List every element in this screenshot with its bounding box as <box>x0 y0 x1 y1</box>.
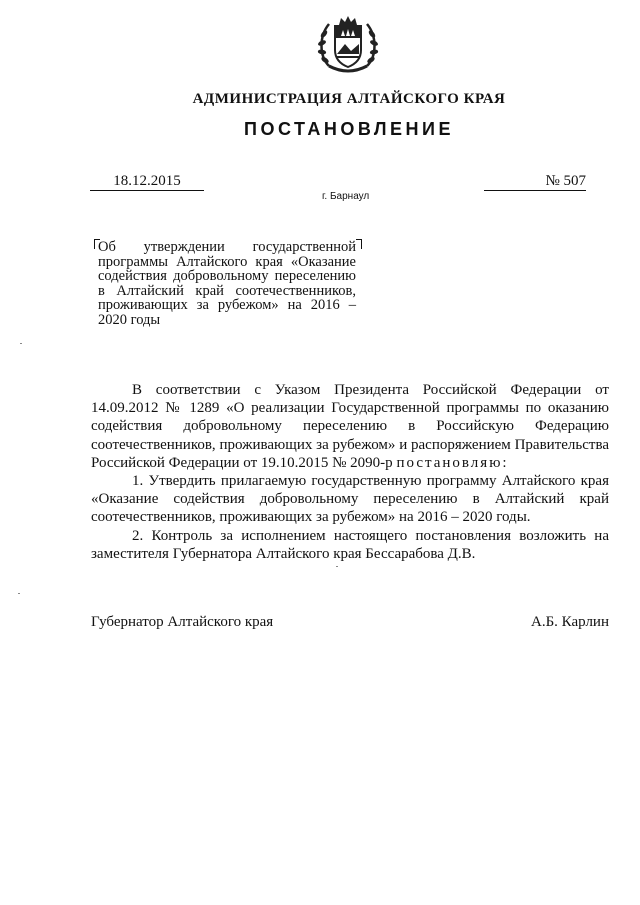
corner-bracket-right <box>356 239 362 249</box>
altai-krai-coat-of-arms-icon <box>315 14 381 80</box>
document-type-heading: ПОСТАНОВЛЕНИЕ <box>244 119 454 139</box>
item-2-paragraph: 2. Контроль за исполнением настоящего постановления возложить на заместителя Губернатора Алтайского края Бессарабова Д.В. <box>91 527 609 562</box>
corner-bracket-left <box>94 239 100 249</box>
issue-city: г. Барнаул <box>322 191 370 202</box>
document-body <box>91 381 609 563</box>
signer-name: А.Б. Карлин <box>530 614 609 630</box>
item-1-paragraph: 1. Утвердить прилагаемую государственную программу Алтайского края «Оказание содействия добровольному переселению в Алтайский край соотечественников, проживающих за рубежом» на 2016 – 2020 годы. <box>91 473 609 526</box>
decree-punct: : <box>502 454 507 471</box>
signer-title: Губернатор Алтайского края <box>91 614 274 630</box>
preamble-paragraph <box>91 381 609 472</box>
preamble-text: В соответствии с Указом Президента Российской Федерации от 14.09.2012 № 1289 «О реализации Государственной программы по оказанию содействия добровольному переселению в Российскую Федерацию соотечественников, проживающих за рубежом» и распоряжением Правительства Российской Федерации от 19.10.2015 № 2090-р <box>91 382 609 471</box>
document-number: № 507 <box>484 172 586 191</box>
scan-speck <box>20 343 22 344</box>
document-subject-block <box>98 240 356 327</box>
document-subject: Об утверждении государственной программы Алтайского края «Оказание содействия добровольному переселению в Алтайский край соотечественников, проживающих за рубежом» на 2016 – 2020 годы <box>98 239 356 328</box>
scan-speck <box>18 593 20 594</box>
document-date: 18.12.2015 <box>90 172 204 191</box>
decree-word: постановляю <box>396 454 503 471</box>
scan-speck <box>336 566 338 567</box>
organization-title: АДМИНИСТРАЦИЯ АЛТАЙСКОГО КРАЯ <box>192 91 506 107</box>
